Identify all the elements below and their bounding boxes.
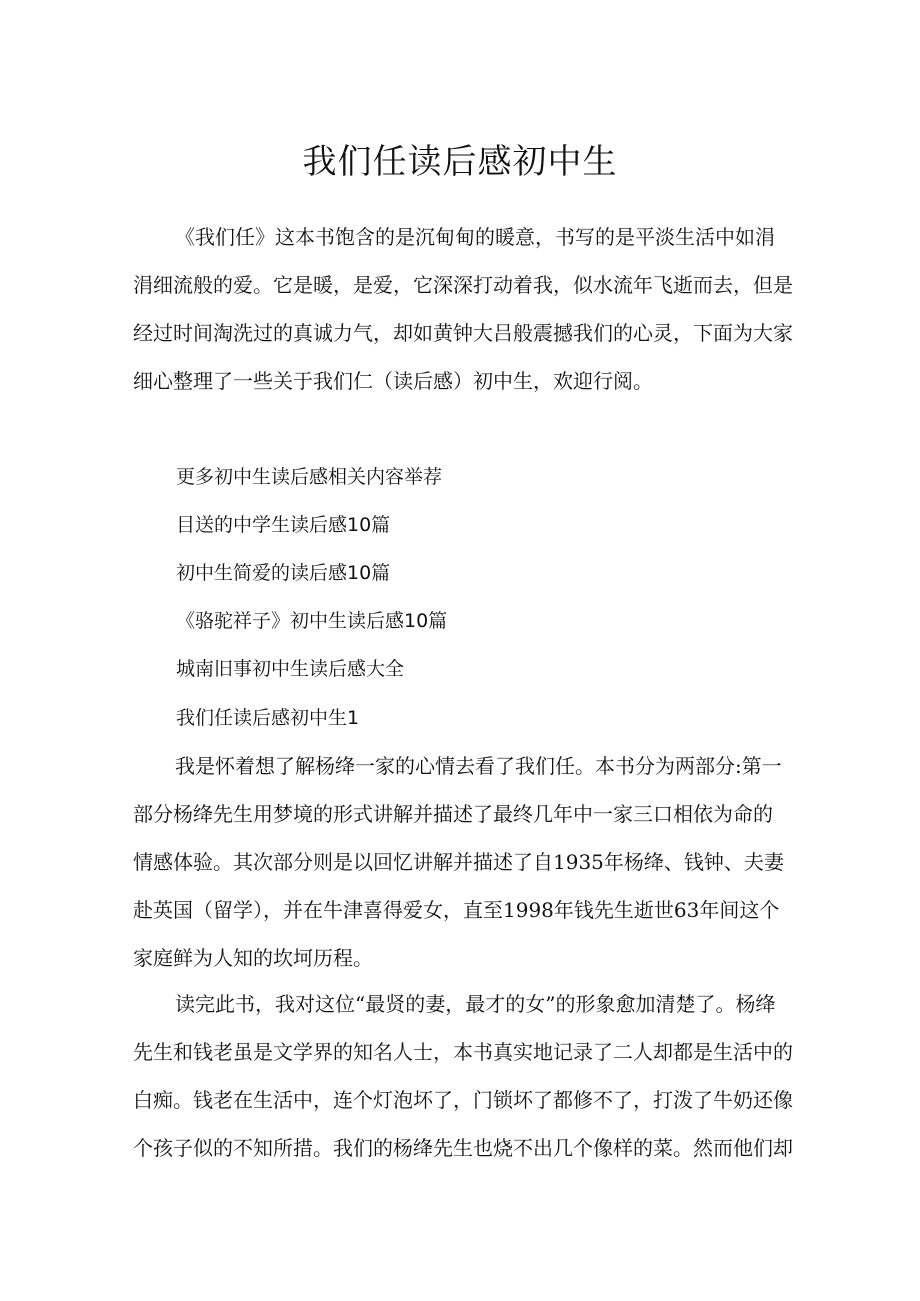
paragraph-line: 我是怀着想了解杨绛一家的心情去看了我们任。本书分为两部分:第一 <box>175 754 782 778</box>
paragraph-line: 赴英国（留学），并在牛津喜得爱女，直至1998年钱先生逝世63年间这个 <box>133 898 780 922</box>
intro-line: 细心整理了一些关于我们仁（读后感）初中生，欢迎行阅。 <box>133 369 653 393</box>
paragraph-line: 白痴。钱老在生活中，连个灯泡坏了，门锁坏了都修不了，打泼了牛奶还像 <box>133 1088 793 1112</box>
document-title: 我们任读后感初中生 <box>302 142 618 182</box>
related-link[interactable]: 城南旧事初中生读后感大全 <box>176 658 405 680</box>
paragraph-line: 家庭鲜为人知的坎坷历程。 <box>133 946 373 970</box>
section-heading: 我们任读后感初中生1 <box>176 707 360 729</box>
intro-line: 经过时间淘洗过的真诚力气，却如黄钟大吕般震撼我们的心灵，下面为大家 <box>133 321 793 345</box>
paragraph-line: 读完此书，我对这位“最贤的妻，最才的女”的形象愈加清楚了。杨绛 <box>175 992 776 1016</box>
related-link[interactable]: 《骆驼祥子》初中生读后感10篇 <box>176 610 448 632</box>
related-link-item[interactable] <box>176 645 447 693</box>
body-paragraph-1 <box>133 742 793 982</box>
body-paragraph-2 <box>133 980 793 1172</box>
intro-paragraph <box>133 213 793 405</box>
related-link-item[interactable] <box>176 549 447 597</box>
paragraph-line: 部分杨绛先生用梦境的形式讲解并描述了最终几年中一家三口相依为命的 <box>133 802 773 826</box>
paragraph-line: 情感体验。其次部分则是以回忆讲解并描述了自1935年杨绛、钱钟、夫妻 <box>133 850 784 874</box>
related-link[interactable]: 初中生简爱的读后感10篇 <box>176 562 391 584</box>
related-links-list <box>176 453 447 693</box>
paragraph-line: 先生和钱老虽是文学界的知名人士，本书真实地记录了二人却都是生活中的 <box>133 1040 793 1064</box>
paragraph-line: 个孩子似的不知所措。我们的杨绛先生也烧不出几个像样的菜。然而他们却 <box>133 1136 793 1160</box>
intro-line: 涓细流般的爱。它是暖，是爱，它深深打动着我，似水流年飞逝而去，但是 <box>133 273 793 297</box>
related-link-item[interactable] <box>176 597 447 645</box>
related-link-item[interactable] <box>176 501 447 549</box>
intro-line: 《我们任》这本书饱含的是沉甸甸的暖意，书写的是平淡生活中如涓 <box>175 225 775 249</box>
related-links-heading: 更多初中生读后感相关内容举荐 <box>176 466 443 488</box>
related-link[interactable]: 目送的中学生读后感10篇 <box>176 514 391 536</box>
